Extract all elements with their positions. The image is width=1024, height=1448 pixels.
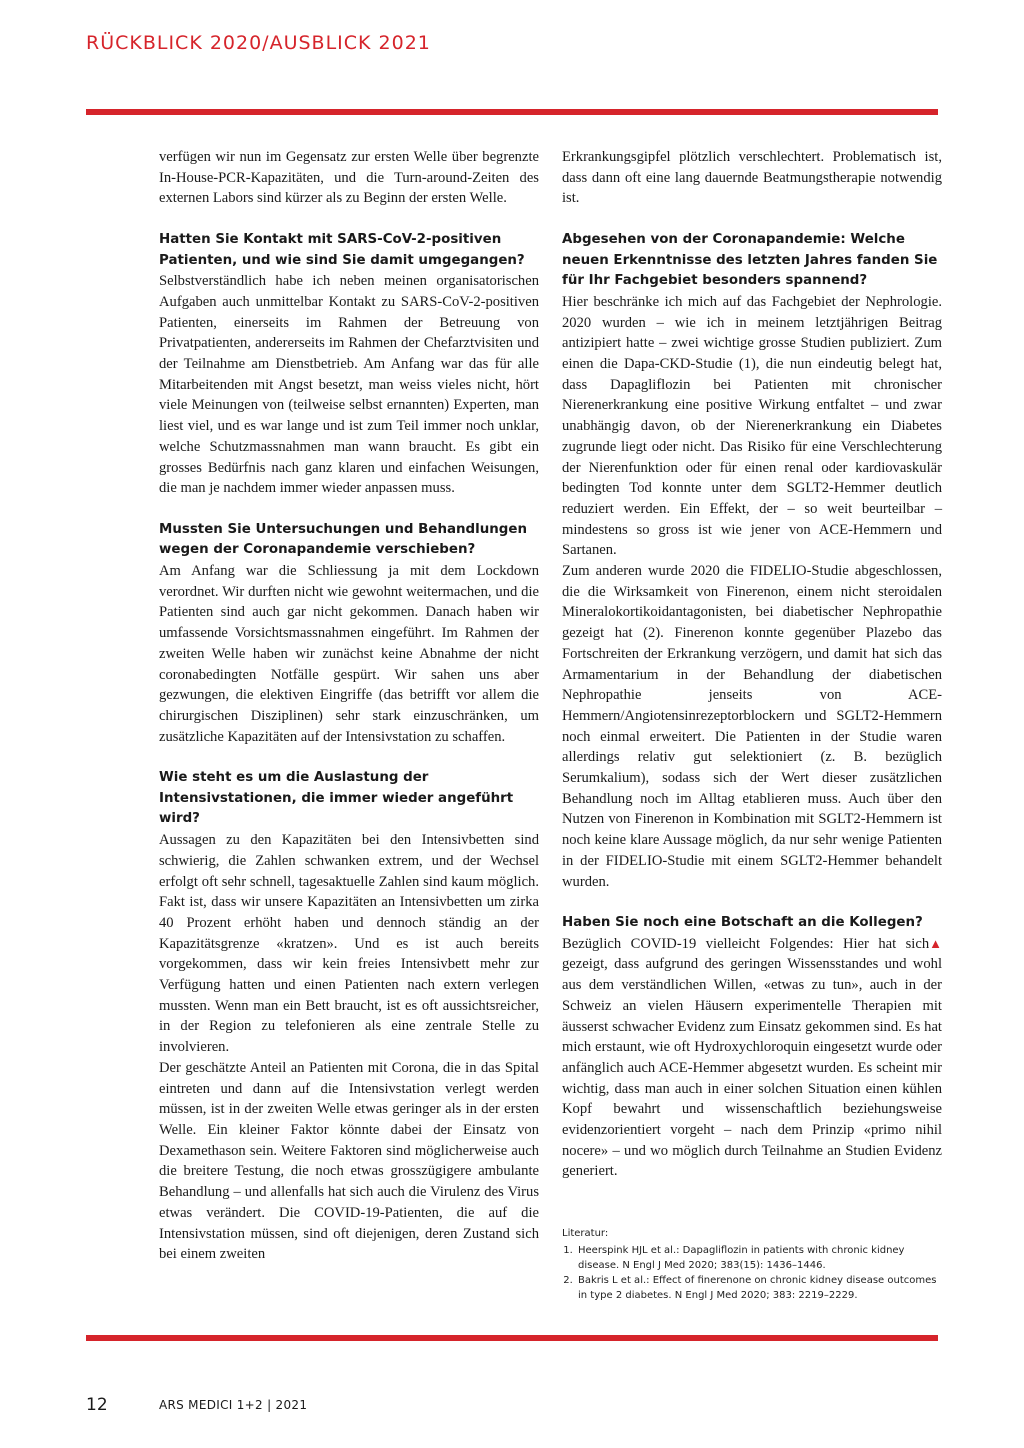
question-heading: Mussten Sie Untersuchungen und Behandlungen wegen der Coronapandemie verschieben? [159, 521, 527, 558]
end-of-article-triangle-icon: ▲ [929, 935, 942, 951]
paragraph: verfügen wir nun im Gegensatz zur ersten Welle über begrenzte In-House-PCR-Kapazitäten, und die Turn-around-Zeiten des externen Labors sind kürzer als zu Beginn der ersten Welle. [159, 149, 539, 207]
reference-item: 1. Heerspink HJL et al.: Dapagliflozin in patients with chronic kidney disease. N Engl J Med 2020; 383(15): 1436–1446. [576, 1243, 942, 1273]
paragraph: Aussagen zu den Kapazitäten bei den Intensivbetten sind schwierig, die Zahlen schwanken extrem, und der Wechsel erfolgt oft sehr schnell, tagesaktuelle Zahlen sind kaum möglich. Fakt ist, dass wir unsere Kapazitäten an Intensivbetten um zirka 40 Prozent erhöht haben und dennoch ständig an der Kapazitätsgrenze «kratzen». Und es ist auch bereits vorgekommen, dass wir kein freies Intensivbett mehr zur Verfügung hatten und einen Patienten nach extern verlegen mussten. Wenn man ein Bett braucht, ist es oft aussichtsreicher, in der Region zu telefonieren als eine zentrale Stelle zu involvieren. [159, 832, 539, 1056]
running-head: RÜCKBLICK 2020/AUSBLICK 2021 [86, 32, 431, 54]
question-heading: Wie steht es um die Auslastung der Intensivstationen, die immer wieder angeführt wird? [159, 770, 514, 827]
question-heading: Haben Sie noch eine Botschaft an die Kollegen? [562, 914, 923, 930]
reference-item: 2. Bakris L et al.: Effect of finerenone on chronic kidney disease outcomes in type 2 diabetes. N Engl J Med 2020; 383: 2219–2229. [576, 1273, 942, 1303]
journal-issue: ARS MEDICI 1+2 | 2021 [159, 1398, 308, 1412]
paragraph: Zum anderen wurde 2020 die FIDELIO-Studie abgeschlossen, die die Wirksamkeit von Finerenon, einem nicht steroidalen Mineralokortikoidantagonisten, bei diabetischer Nephropathie gezeigt hat (2). Finerenon konnte gegenüber Plazebo das Fortschreiten der Erkrankung verzögern, und damit hat sich das Armamentarium in der Behandlung der diabetischen Nephropathie jenseits von ACE-Hemmern/Angiotensinrezeptorblockern und SGLT2-Hemmern noch einmal erweitert. Die Patienten in der Studie waren allerdings relativ gut selektioniert (z. B. bezüglich Serumkalium), sodass sich der Wert dieser zusätzlichen Behandlung noch im Alltag etablieren muss. Auch über den Nutzen von Finerenon in Kombination mit SGLT2-Hemmern ist noch keine klare Aussage möglich, da nur sehr wenige Patienten in der FIDELIO-Studie mit einem SGLT2-Hemmer behandelt wurden. [562, 563, 942, 890]
paragraph: Der geschätzte Anteil an Patienten mit Corona, die in das Spital eintreten und dann auf die Intensivstation verlegt werden müssen, ist in der zweiten Welle etwas geringer als in der ersten Welle. Ein kleiner Faktor könnte dabei der Einsatz von Dexamethason sein. Weitere Faktoren sind möglicherweise auch die breitere Testung, die noch etwas grosszügigere ambulante Behandlung – und allenfalls hat sich auch die Virulenz des Virus etwas verändert. Die COVID-19-Patienten, die auf die Intensivstation müssen, sind oft diejenigen, deren Zustand sich bei einem zweiten [159, 1059, 539, 1263]
paragraph-text: Bezüglich COVID-19 vielleicht Folgendes: Hier hat sich gezeigt, dass aufgrund des geringen Wissensstandes und wohl aus dem verständlichen Willen, «etwas zu tun», auch in der Schweiz an vielen Häusern experimentelle Therapien mit äusserst schwacher Evidenz zum Einsatz gekommen sind. Es hat mich erstaunt, wie oft Hydroxychloroquin eingesetzt wurde oder anfänglich auch ACE-Hemmer abgesetzt wurden. Es scheint mir wichtig, dass man auch in einer solchen Situation einen kühlen Kopf bewahrt und wissenschaftlich beziehungsweise evidenzorientiert vorgeht – nach dem Prinzip «primo nihil nocere» – und wo möglich durch Teilnahme an Studien Evidenz generiert. [562, 935, 942, 1180]
top-divider [86, 109, 938, 115]
paragraph-final [562, 934, 942, 1182]
bottom-divider [86, 1335, 938, 1341]
right-column [562, 147, 942, 1182]
paragraph: Selbstverständlich habe ich neben meinen organisatorischen Aufgaben auch unmittelbar Kontakt zu SARS-CoV-2-positiven Patienten, einerseits im Rahmen der Betreuung von Privatpatienten, andererseits im Rahmen der Chefarztvisiten und der Teilnahme am Dienstbetrieb. Am Anfang war das für alle Mitarbeitenden mit Angst besetzt, man weiss vieles nicht, hört viele Meinungen von (teilweise selbst ernannten) Experten, man liest viel, und es war lange und ist zum Teil immer noch unklar, welche Schutzmassnahmen man wann braucht. Es gibt ein grosses Bedürfnis nach ganz klaren und einfachen Weisungen, die man je nachdem immer wieder anpassen muss. [159, 273, 539, 497]
left-column [159, 147, 539, 1265]
paragraph: Am Anfang war die Schliessung ja mit dem Lockdown verordnet. Wir durften nicht wie gewohnt weitermachen, und die Patienten sind auch gar nicht gekommen. Danach haben wir umfassende Vorsichtsmassnahmen eingeführt. Im Rahmen der zweiten Welle haben wir zunächst keine Abnahme der nicht coronabedingten Notfälle gespürt. Wir sahen uns aber gezwungen, die elektiven Eingriffe (das betrifft vor allem die chirurgischen Disziplinen) sehr stark einzuschränken, um zusätzliche Kapazitäten auf der Intensivstation zu schaffen. [159, 563, 539, 745]
page-number: 12 [86, 1395, 108, 1415]
references-list [562, 1243, 942, 1303]
question-heading: Abgesehen von der Coronapandemie: Welche neuen Erkenntnisse des letzten Jahres fanden Sie für Ihr Fachgebiet besonders spannend? [562, 231, 938, 289]
paragraph: Hier beschränke ich mich auf das Fachgebiet der Nephrologie. 2020 wurden – wie ich in meinem letztjährigen Beitrag antizipiert hatte – zwei wichtige grosse Studien publiziert. Zum einen die Dapa-CKD-Studie (1), die nun eindeutig belegt hat, dass Dapagliflozin bei Patienten mit chronischer Nierenerkrankung eine positive Wirkung entfaltet – und zwar unabhängig davon, ob der Nierenerkrankung ein Diabetes zugrunde liegt oder nicht. Das Risiko für eine Verschlechterung der Nierenfunktion oder für einen renal oder kardiovaskulär bedingten Tod konnte unter dem SGLT2-Hemmer deutlich reduziert werden. Ein Effekt, der – so weit beurteilbar – mindestens so gross ist wie jener von ACE-Hemmern und Sartanen. [562, 293, 942, 559]
references [562, 1226, 942, 1303]
references-title: Literatur: [562, 1228, 609, 1239]
paragraph: Erkrankungsgipfel plötzlich verschlechtert. Problematisch ist, dass dann oft eine lang dauernde Beatmungstherapie notwendig ist. [562, 149, 942, 207]
question-heading: Hatten Sie Kontakt mit SARS-CoV-2-positiven Patienten, und wie sind Sie damit umgegangen? [159, 231, 525, 268]
